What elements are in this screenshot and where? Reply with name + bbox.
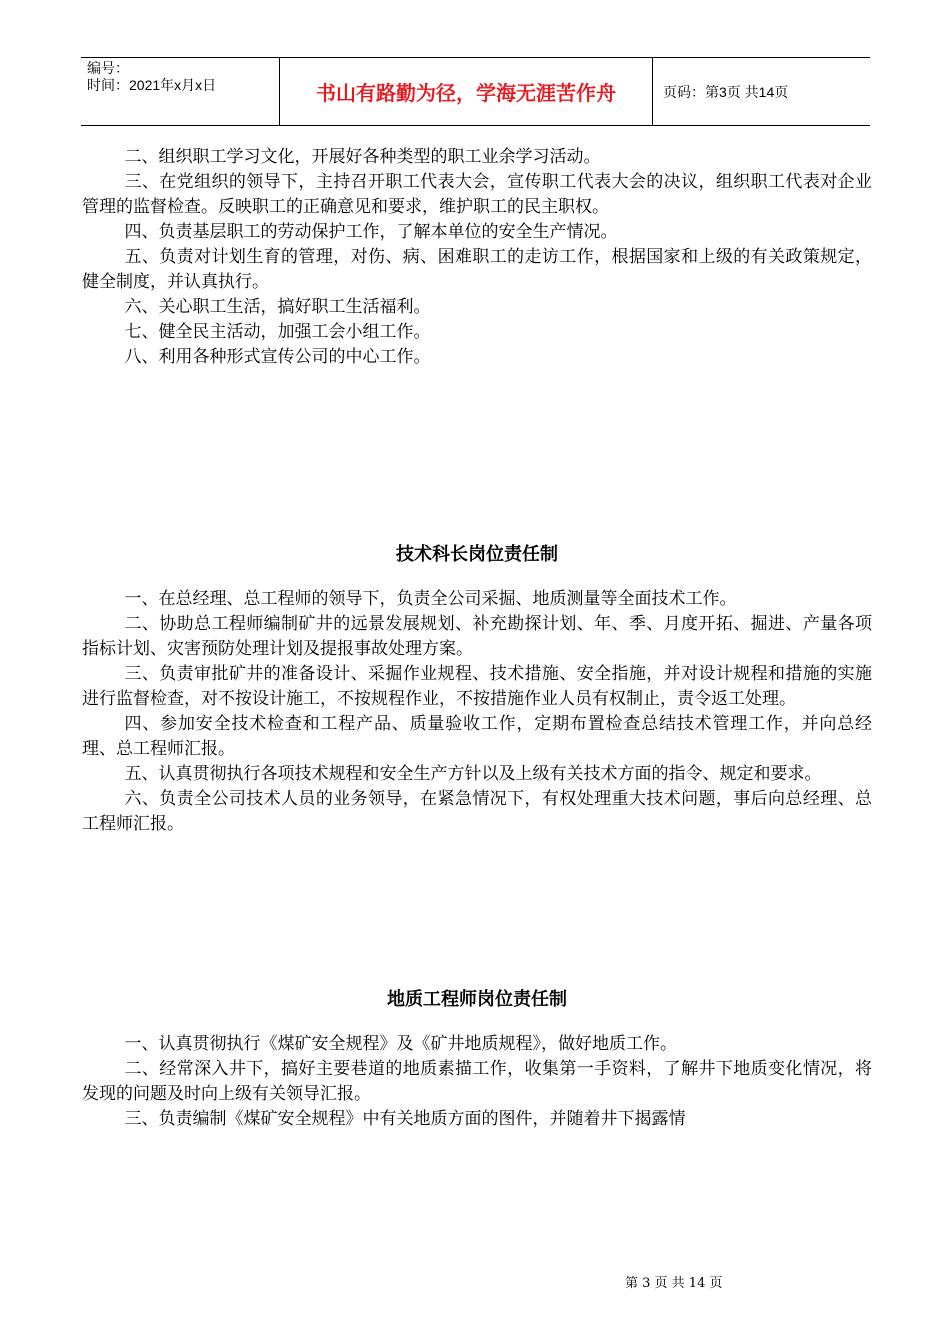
section-geo [82, 987, 872, 1132]
paragraph: 五、负责对计划生育的管理，对伤、病、困难职工的走访工作，根据国家和上级的有关政策规定，健全制度，并认真执行。 [82, 247, 872, 292]
paragraph: 四、参加安全技术检查和工程产品、质量验收工作，定期布置检查总结技术管理工作，并向总经理、总工程师汇报。 [82, 714, 872, 759]
paragraph: 三、负责编制《煤矿安全规程》中有关地质方面的图件，并随着井下揭露情 [124, 1109, 686, 1129]
header-motto: 书山有路勤为径，学海无涯苦作舟 [279, 58, 653, 125]
paragraph: 一、认真贯彻执行《煤矿安全规程》及《矿井地质规程》，做好地质工作。 [124, 1034, 677, 1054]
paragraph: 二、协助总工程师编制矿井的远景发展规划、补充勘探计划、年、季、月度开拓、掘进、产量各项指标计划、灾害预防处理计划及提报事故处理方案。 [82, 614, 872, 659]
section-intro [82, 145, 872, 370]
paragraph: 三、在党组织的领导下，主持召开职工代表大会，宣传职工代表大会的决议，组织职工代表对企业管理的监督检查。反映职工的正确意见和要求，维护职工的民主职权。 [82, 172, 872, 217]
paragraph: 三、负责审批矿井的准备设计、采掘作业规程、技术措施、安全指施，并对设计规程和措施的实施进行监督检查，对不按设计施工，不按规程作业，不按措施作业人员有权制止，责令返工处理。 [82, 664, 872, 709]
document-time-label: 时间：2021年x月x日 [87, 77, 217, 93]
paragraph: 四、负责基层职工的劳动保护工作，了解本单位的安全生产情况。 [124, 222, 618, 242]
section-title: 地质工程师岗位责任制 [387, 989, 567, 1010]
paragraph: 七、健全民主活动，加强工会小组工作。 [124, 322, 431, 342]
paragraph: 二、经常深入井下，搞好主要巷道的地质素描工作，收集第一手资料，了解井下地质变化情况，将发现的问题及时向上级有关领导汇报。 [82, 1059, 872, 1104]
document-number-label: 编号： [87, 60, 129, 76]
section-title: 技术科长岗位责任制 [396, 544, 558, 565]
paragraph: 一、在总经理、总工程师的领导下，负责全公司采掘、地质测量等全面技术工作。 [124, 589, 737, 609]
header-meta [81, 58, 279, 125]
document-body [82, 145, 872, 1132]
page-header [81, 57, 870, 126]
paragraph: 六、负责全公司技术人员的业务领导，在紧急情况下，有权处理重大技术问题，事后向总经理、总工程师汇报。 [82, 789, 872, 834]
paragraph: 二、组织职工学习文化，开展好各种类型的职工业余学习活动。 [124, 147, 601, 167]
page-footer: 第 3 页 共 14 页 [625, 1276, 723, 1291]
section-tech [82, 542, 872, 837]
header-page-info: 页码：第3页 共14页 [663, 83, 789, 100]
paragraph: 六、关心职工生活，搞好职工生活福利。 [124, 297, 431, 317]
paragraph: 五、认真贯彻执行各项技术规程和安全生产方针以及上级有关技术方面的指令、规定和要求。 [124, 764, 822, 784]
paragraph: 八、利用各种形式宣传公司的中心工作。 [124, 347, 431, 367]
